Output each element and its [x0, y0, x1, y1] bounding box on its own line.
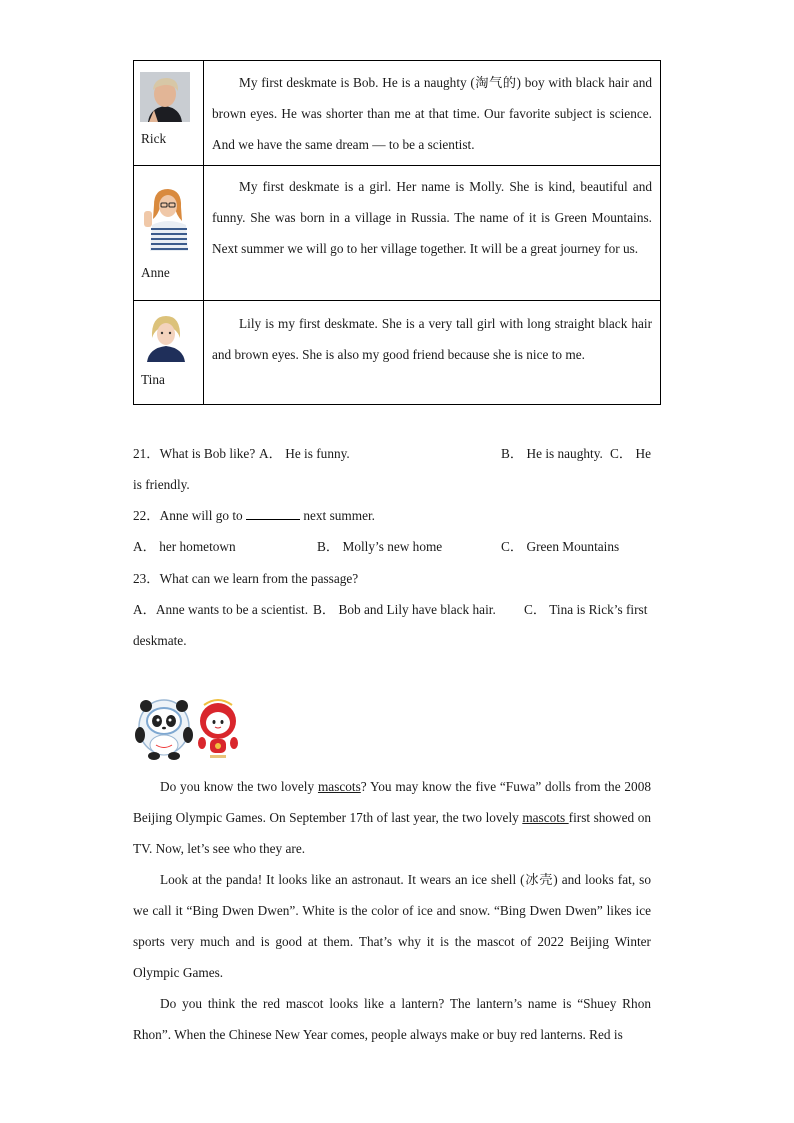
reading-passage [133, 771, 651, 1050]
option-c: C． Green Mountains [501, 539, 620, 554]
anne-photo [142, 185, 190, 251]
question-stem: 21．What is Bob like? [133, 446, 256, 461]
description-text: My first deskmate is a girl. Her name is Molly. She is kind, beautiful and funny. She was born in a village in Russia. The name of it is Green Mountains. Next summer we will go to her village together. It will be a great journey for us. [212, 179, 652, 256]
passage-paragraph [133, 771, 651, 864]
passage-text: first showed on TV. Now, let’s see who they are. [133, 810, 651, 856]
underlined-word: mascots [317, 779, 361, 794]
option-b: B． He is naughty. [501, 446, 603, 461]
mascots-illustration [134, 697, 244, 761]
tina-photo [143, 312, 189, 362]
description-cell [204, 61, 661, 166]
description-cell [204, 301, 661, 405]
option-a: A． He is funny. [259, 446, 350, 461]
description-cell [204, 166, 661, 301]
question-stem-end: next summer. [303, 508, 376, 523]
lantern-mascot-icon [198, 700, 238, 758]
person-name: Anne [141, 265, 170, 280]
question-stem-start: 22．Anne will go to [133, 508, 243, 523]
person-name: Tina [141, 372, 165, 387]
table-row [134, 166, 661, 301]
question-stem [133, 500, 375, 531]
option-c-continued: is friendly. [133, 477, 190, 492]
person-cell [134, 166, 204, 301]
rick-photo [140, 72, 190, 122]
passage-paragraph: Look at the panda! It looks like an astronaut. It wears an ice shell (冰壳) and looks fat, so we call it “Bing Dwen Dwen”. White is the color of ice and snow. “Bing Dwen Dwen” likes ice sports very much and is good at them. That’s why it is the mascot of 2022 Beijing Winter Olympic Games. [133, 872, 651, 980]
passage-text: Do you know the two lovely [160, 779, 318, 794]
person-name: Rick [141, 131, 167, 146]
panda-mascot-icon [135, 700, 193, 760]
passage-text: ? You may know the five “Fuwa” dolls from the 2008 Beijing Olympic Games. On September 17th of last year, the two lovely [133, 779, 651, 825]
option-c-continued: deskmate. [133, 633, 187, 648]
deskmate-table [133, 60, 661, 405]
description-text: Lily is my first deskmate. She is a very tall girl with long straight black hair and brown eyes. She is also my good friend because she is nice to me. [212, 316, 652, 362]
table-row [134, 301, 661, 405]
table-row [134, 61, 661, 166]
person-cell [134, 301, 204, 405]
passage-paragraph: Do you think the red mascot looks like a lantern? The lantern’s name is “Shuey Rhon Rhon”. When the Chinese New Year comes, people always make or buy red lanterns. Red is [133, 996, 651, 1042]
option-b: B． Bob and Lily have black hair. [313, 602, 496, 617]
answer-blank[interactable] [246, 507, 300, 520]
option-a: A． her hometown [133, 539, 236, 554]
option-b: B． Molly’s new home [317, 539, 443, 554]
option-a: A．Anne wants to be a scientist. [133, 602, 309, 617]
option-c: C． He [610, 446, 651, 461]
description-text: My first deskmate is Bob. He is a naughty (淘气的) boy with black hair and brown eyes. He was shorter than me at that time. Our favorite subject is science. And we have the same dream — to be a scientist. [212, 75, 652, 152]
underlined-word: mascots [522, 810, 569, 825]
option-c: C． Tina is Rick’s first [524, 602, 648, 617]
person-cell [134, 61, 204, 166]
question-stem: 23．What can we learn from the passage? [133, 571, 359, 586]
